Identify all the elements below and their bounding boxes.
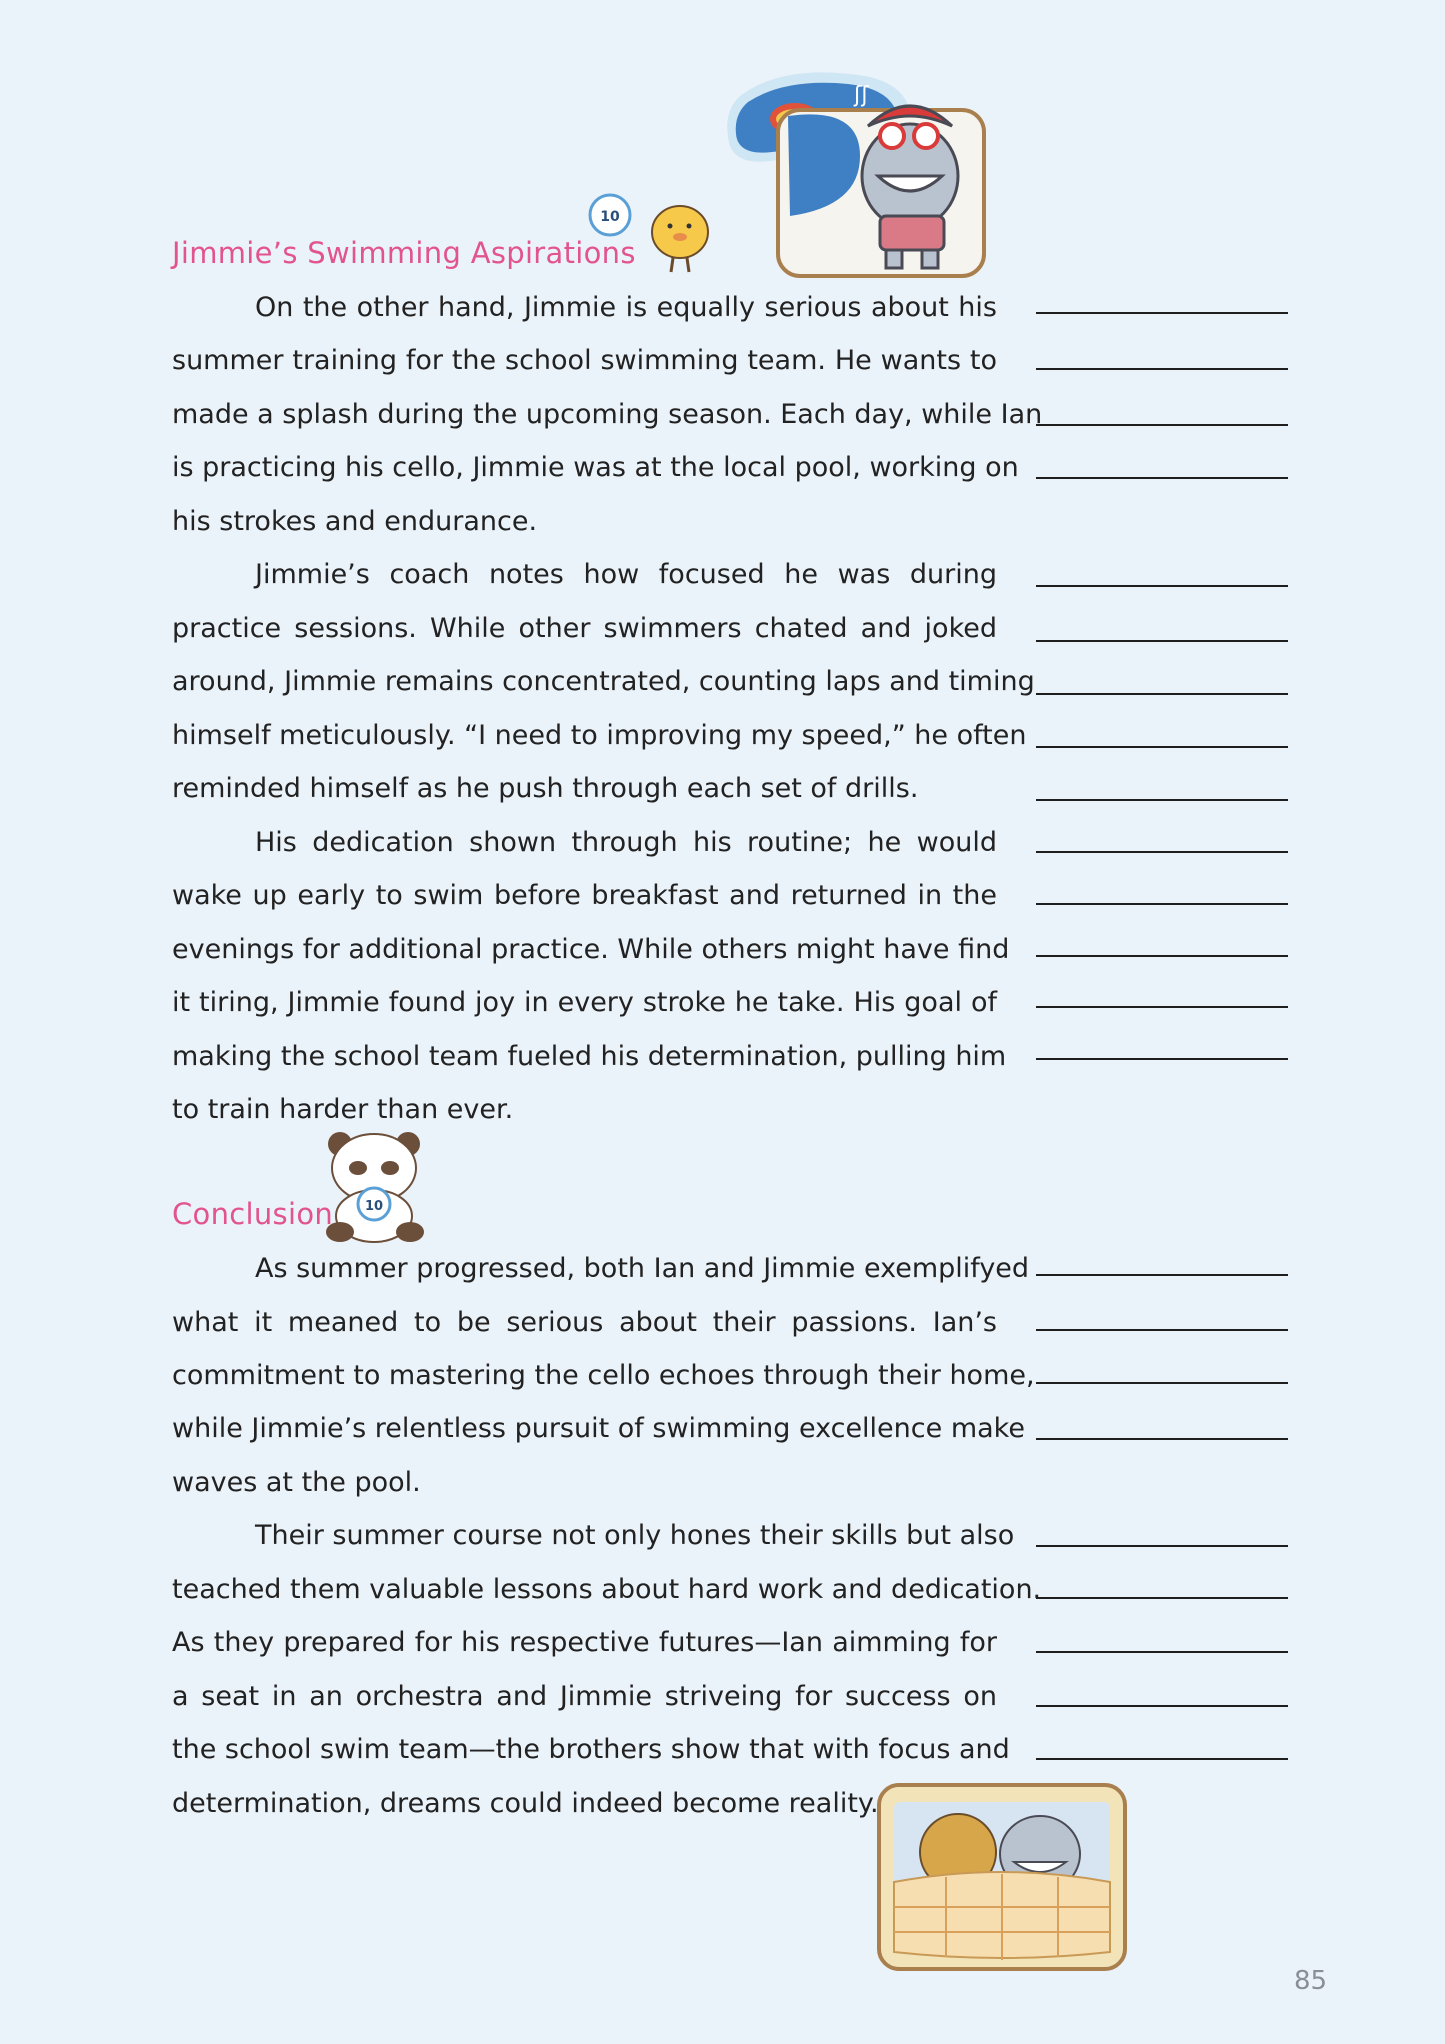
answer-line[interactable] bbox=[1036, 746, 1288, 748]
panda-with-timer-icon bbox=[318, 1128, 438, 1246]
text-line: As they prepared for his respective futures—Ian aimming for bbox=[172, 1627, 997, 1658]
answer-line[interactable] bbox=[1036, 424, 1288, 426]
answer-line[interactable] bbox=[1036, 312, 1288, 314]
text-line: determination, dreams could indeed become reality. bbox=[172, 1788, 879, 1819]
text-line: around, Jimmie remains concentrated, counting laps and timing bbox=[172, 666, 1035, 697]
text-line: the school swim team—the brothers show that with focus and bbox=[172, 1734, 1010, 1765]
text-line: summer training for the school swimming team. He wants to bbox=[172, 345, 997, 376]
answer-line[interactable] bbox=[1036, 1651, 1288, 1653]
text-line: himself meticulously. “I need to improving my speed,” he often bbox=[172, 720, 1027, 751]
text-line: made a splash during the upcoming season. Each day, while Ian bbox=[172, 399, 1043, 430]
text-line: Their summer course not only hones their skills but also bbox=[255, 1520, 1015, 1551]
answer-line[interactable] bbox=[1036, 1382, 1288, 1384]
text-line: a seat in an orchestra and Jimmie striveing for success on bbox=[172, 1681, 997, 1712]
text-line: On the other hand, Jimmie is equally serious about his bbox=[255, 292, 997, 323]
text-line: His dedication shown through his routine; he would bbox=[255, 827, 997, 858]
answer-line[interactable] bbox=[1036, 1545, 1288, 1547]
answer-line[interactable] bbox=[1036, 955, 1288, 957]
answer-line[interactable] bbox=[1036, 1329, 1288, 1331]
answer-line[interactable] bbox=[1036, 477, 1288, 479]
svg-text:10: 10 bbox=[600, 209, 620, 225]
section-heading-swimming: Jimmie’s Swimming Aspirations bbox=[172, 236, 636, 270]
answer-line[interactable] bbox=[1036, 1274, 1288, 1276]
answer-line[interactable] bbox=[1036, 368, 1288, 370]
text-line: to train harder than ever. bbox=[172, 1094, 514, 1125]
text-line: is practicing his cello, Jimmie was at the local pool, working on bbox=[172, 452, 1019, 483]
text-line: while Jimmie’s relentless pursuit of swimming excellence make bbox=[172, 1413, 1025, 1444]
text-line: commitment to mastering the cello echoes through their home, bbox=[172, 1360, 1035, 1391]
answer-line[interactable] bbox=[1036, 851, 1288, 853]
text-line: As summer progressed, both Ian and Jimmie exemplifyed bbox=[255, 1253, 1030, 1284]
answer-line[interactable] bbox=[1036, 1438, 1288, 1440]
text-line: practice sessions. While other swimmers chated and joked bbox=[172, 613, 997, 644]
text-line: wake up early to swim before breakfast and returned in the bbox=[172, 880, 997, 911]
svg-text:ʃʃ: ʃʃ bbox=[854, 83, 869, 108]
answer-line[interactable] bbox=[1036, 693, 1288, 695]
pool-shark-illustration bbox=[720, 66, 1010, 282]
answer-line[interactable] bbox=[1036, 1058, 1288, 1060]
text-line: reminded himself as he push through each set of drills. bbox=[172, 773, 919, 804]
section-heading-conclusion: Conclusion bbox=[172, 1197, 334, 1231]
answer-line[interactable] bbox=[1036, 585, 1288, 587]
answer-line[interactable] bbox=[1036, 1597, 1288, 1599]
answer-line[interactable] bbox=[1036, 640, 1288, 642]
text-line: his strokes and endurance. bbox=[172, 506, 538, 537]
answer-line[interactable] bbox=[1036, 799, 1288, 801]
page-number: 85 bbox=[1294, 1966, 1328, 1996]
text-line: it tiring, Jimmie found joy in every stroke he take. His goal of bbox=[172, 987, 997, 1018]
answer-line[interactable] bbox=[1036, 1006, 1288, 1008]
svg-text:10: 10 bbox=[364, 1199, 384, 1214]
text-line: making the school team fueled his determination, pulling him bbox=[172, 1041, 1007, 1072]
text-line: Jimmie’s coach notes how focused he was during bbox=[255, 559, 997, 590]
answer-line[interactable] bbox=[1036, 1705, 1288, 1707]
text-line: evenings for additional practice. While others might have find bbox=[172, 934, 1010, 965]
text-line: waves at the pool. bbox=[172, 1467, 421, 1498]
answer-line[interactable] bbox=[1036, 1758, 1288, 1760]
text-line: what it meaned to be serious about their passions. Ian’s bbox=[172, 1307, 997, 1338]
answer-line[interactable] bbox=[1036, 903, 1288, 905]
text-line: teached them valuable lessons about hard work and dedication. bbox=[172, 1574, 1042, 1605]
